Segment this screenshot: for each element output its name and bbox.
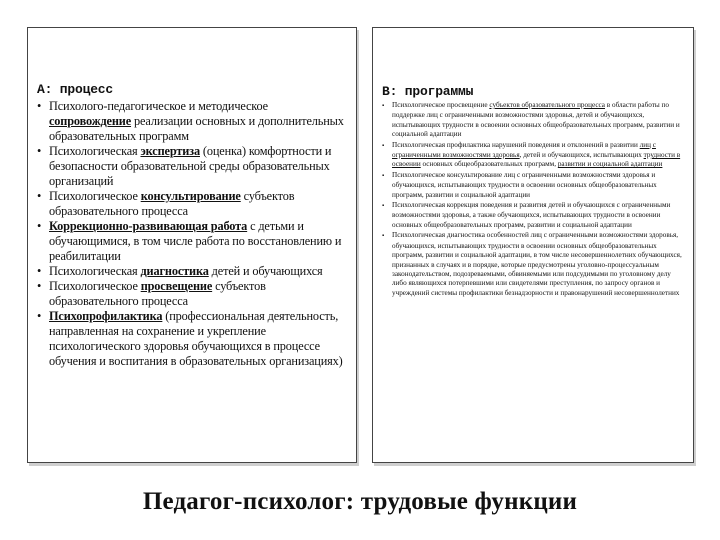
item-text: субъектов образовательного процесса — [49, 279, 266, 308]
slide-title: Педагог-психолог: трудовые функции — [142, 488, 578, 515]
list-item — [382, 231, 685, 298]
item-underlined: субъектов образовательного процесса — [489, 101, 605, 109]
item-keyword: консультирование — [140, 189, 241, 203]
item-text: основных общеобразовательных программ, — [420, 160, 558, 169]
item-text: Психолого-педагогическое и методическое — [49, 99, 268, 113]
list-item — [37, 309, 346, 369]
card-process-title: A: процесс — [37, 82, 114, 97]
item-keyword: просвещение — [140, 279, 213, 293]
item-text: Психологическая — [49, 144, 141, 158]
item-underlined: развитии и социальной адаптации — [557, 160, 663, 169]
list-item — [37, 144, 346, 189]
list-item — [382, 201, 685, 230]
item-text: Психологическая диагностика особенностей лиц с ограниченными возможностями здоровья, обучающихся, испытывающих трудности в освоении основных общеобразовательных программ, развитии и социальной адаптации, в том числе несовершеннолетних обучающихся, признанных в случаях и в порядке, которые предусмотрены уголовно-процессуальным законодательством, подозреваемыми, обвиняемыми или подсудимыми по уголовному делу либо являющихся потерпевшими или свидетелями преступления, по запросу органов и учреждений системы профилактики безнадзорности и правонарушений несовершеннолетних — [392, 231, 682, 297]
item-keyword: экспертиза — [140, 144, 200, 158]
programs-list — [382, 101, 685, 298]
card-programs-title: B: программы — [382, 84, 474, 99]
list-item — [382, 101, 685, 140]
item-text: Психологическое — [49, 189, 141, 203]
item-text: Психологическая профилактика нарушений поведения и отклонений в развитии — [392, 140, 640, 149]
list-item — [37, 189, 346, 219]
list-item — [37, 279, 346, 309]
item-keyword: диагностика — [140, 264, 209, 278]
list-item — [37, 99, 346, 144]
item-text: Психологическое просвещение — [392, 101, 490, 109]
item-text: (профессиональная деятельность, направленная на сохранение и укрепление психологического здоровья обучающихся в процессе обучения и воспитания в образовательных организациях) — [49, 309, 343, 368]
item-text: Психологическое консультирование лиц с ограниченными возможностями здоровья и обучающихся, испытывающих трудности в освоении основных общеобразовательных программ, развитии и социальной адаптации — [392, 170, 657, 199]
item-text: субъектов образовательного процесса — [49, 189, 295, 218]
card-programs — [372, 27, 694, 463]
item-keyword: сопровождение — [49, 114, 132, 128]
list-item — [37, 264, 346, 279]
process-list — [37, 99, 346, 369]
item-keyword: Коррекционно-развивающая работа — [49, 219, 248, 233]
item-text: (оценка) комфортности и безопасности образовательной среды образовательных организаций — [49, 144, 332, 188]
list-item — [37, 219, 346, 264]
item-text: с детьми и обучающимися, в том числе работа по восстановлению и реабилитации — [49, 219, 342, 263]
card-process — [27, 27, 357, 463]
list-item — [382, 171, 685, 200]
item-underlined: лиц с ограниченными возможностями здоровья — [392, 140, 656, 160]
item-text: Психологическая коррекция поведения и развития детей и обучающихся с ограниченными возможностями здоровья, а также обучающихся, испытывающих трудности в освоении основных общеобразовательных программ, развитии и социальной адаптации — [392, 201, 671, 229]
item-text: Психологическая — [49, 264, 141, 278]
item-text: детей и обучающихся — [208, 264, 323, 278]
item-text: Психологическое — [49, 279, 141, 293]
item-underlined: трудности в освоении — [392, 151, 681, 169]
item-text: реализации основных и дополнительных образовательных программ — [49, 114, 344, 143]
list-item — [382, 141, 685, 170]
item-text: , детей и обучающихся, испытывающих — [519, 151, 644, 160]
item-text: в области работы по поддержке лиц с ограниченными возможностями здоровья, детей и обучающихся, испытывающих трудности в освоении основных общеобразовательных программ, развитии и социальной адаптации — [392, 101, 680, 139]
item-keyword: Психопрофилактика — [49, 309, 163, 323]
